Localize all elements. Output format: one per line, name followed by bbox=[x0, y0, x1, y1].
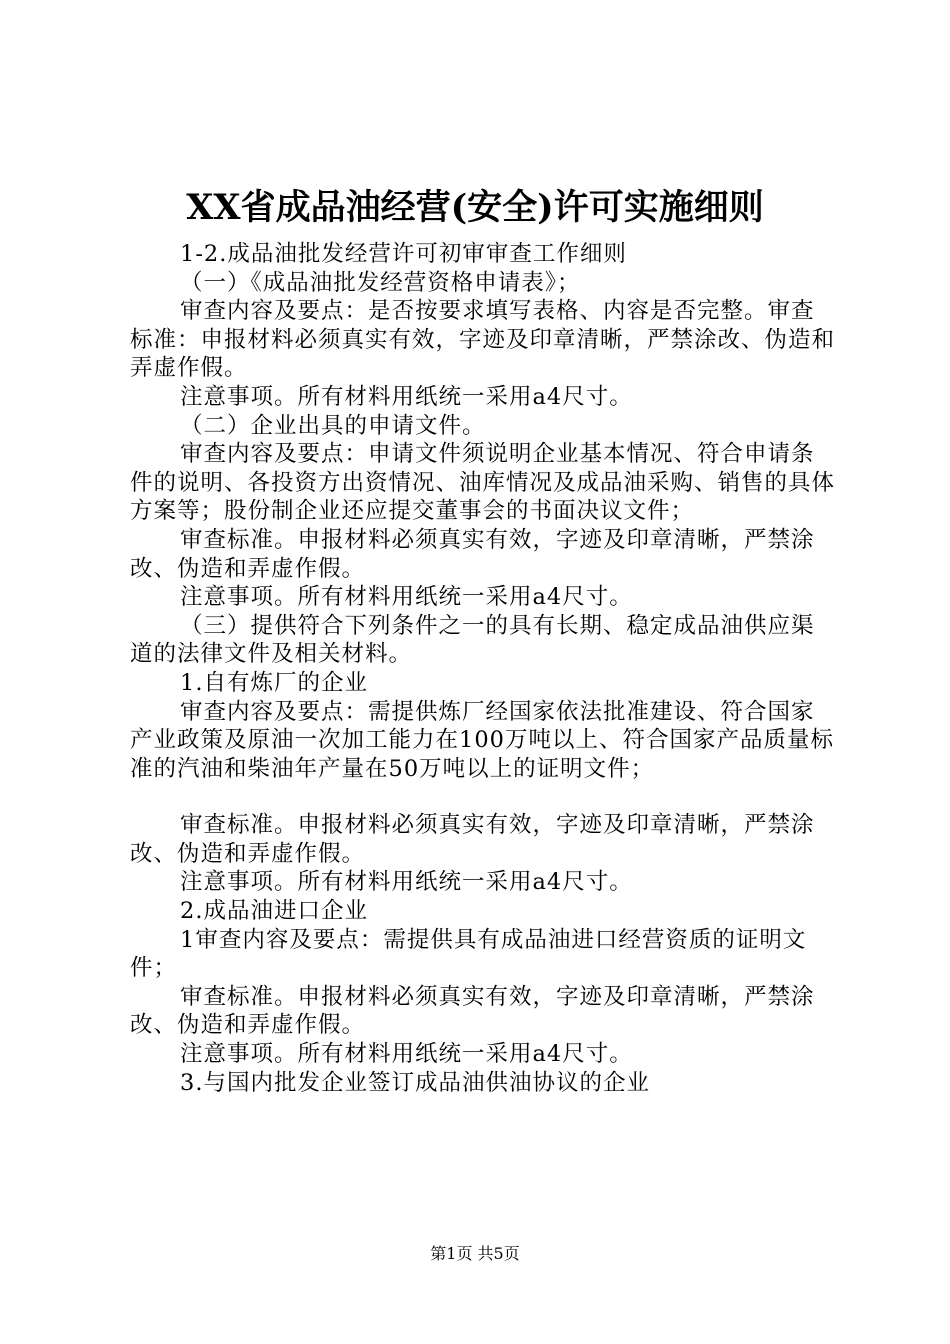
paragraph: 审查内容及要点：需提供炼厂经国家依法批准建设、符合国家产业政策及原油一次加工能力在100万吨以上、符合国家产品质量标准的汽油和柴油年产量在50万吨以上的证明文件； bbox=[130, 698, 834, 782]
paragraph: 审查标准。申报材料必须真实有效，字迹及印章清晰，严禁涂改、伪造和弄虚作假。 bbox=[130, 526, 815, 582]
paragraph: 1.自有炼厂的企业 bbox=[180, 669, 368, 696]
paragraph: （一）《成品油批发经营资格申请表》； bbox=[180, 269, 581, 296]
paragraph: （三）提供符合下列条件之一的具有长期、稳定成品油供应渠道的法律文件及相关材料。 bbox=[130, 612, 815, 668]
paragraph: 3.与国内批发企业签订成品油供油协议的企业 bbox=[180, 1069, 650, 1096]
paragraph: 注意事项。所有材料用纸统一采用a4尺寸。 bbox=[180, 584, 633, 611]
paragraph: 注意事项。所有材料用纸统一采用a4尺寸。 bbox=[180, 869, 633, 896]
document-title: XX省成品油经营(安全)许可实施细则 bbox=[186, 187, 764, 228]
paragraph: 注意事项。所有材料用纸统一采用a4尺寸。 bbox=[180, 383, 633, 410]
paragraph: 审查标准。申报材料必须真实有效，字迹及印章清晰，严禁涂改、伪造和弄虚作假。 bbox=[130, 983, 815, 1039]
paragraph: 审查标准。申报材料必须真实有效，字迹及印章清晰，严禁涂改、伪造和弄虚作假。 bbox=[130, 812, 815, 867]
paragraph: 审查内容及要点：是否按要求填写表格、内容是否完整。审查标准：申报材料必须真实有效，字迹及印章清晰，严禁涂改、伪造和弄虚作假。 bbox=[130, 298, 836, 382]
document-body bbox=[130, 240, 836, 1097]
paragraph: 1-2.成品油批发经营许可初审审查工作细则 bbox=[180, 241, 627, 267]
paragraph: 1审查内容及要点：需提供具有成品油进口经营资质的证明文件； bbox=[130, 926, 807, 982]
paragraph: 审查内容及要点：申请文件须说明企业基本情况、符合申请条件的说明、各投资方出资情况、油库情况及成品油采购、销售的具体方案等；股份制企业还应提交董事会的书面决议文件； bbox=[130, 441, 836, 525]
paragraph: （二）企业出具的申请文件。 bbox=[180, 412, 486, 439]
paragraph: 2.成品油进口企业 bbox=[180, 898, 368, 925]
page-footer: 第1页 共5页 bbox=[430, 1244, 520, 1263]
paragraph: 注意事项。所有材料用纸统一采用a4尺寸。 bbox=[180, 1041, 633, 1068]
